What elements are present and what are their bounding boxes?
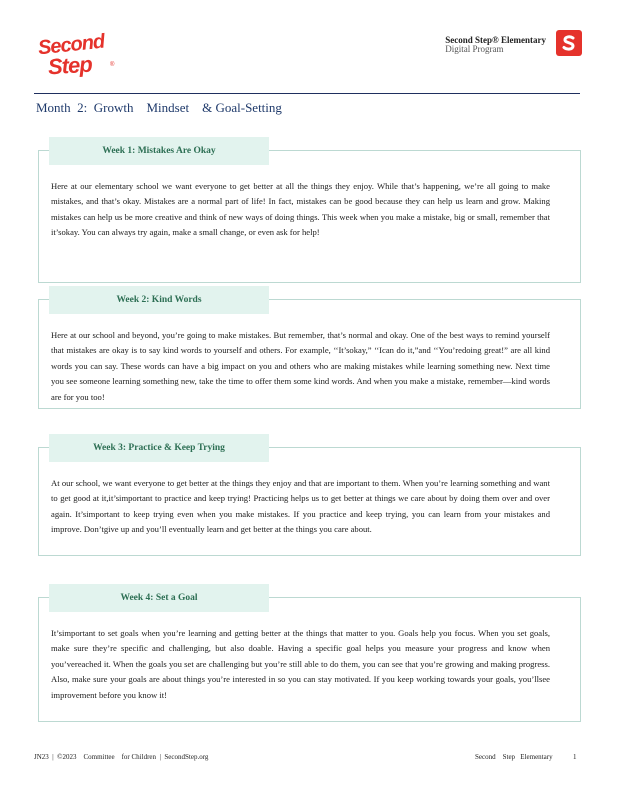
- brand-line2: Digital Program: [445, 44, 504, 54]
- section-week-1: [38, 146, 581, 283]
- logo-line2: Step: [47, 51, 93, 80]
- section-body: Here at our school and beyond, you’re going to make mistakes. But remember, that’s normal and okay. One of the best ways to remind yourself that mistakes are okay is to say kind words to yourself and others. For example, ‘‘It’sokay,” ‘‘Ican do it,”and ‘‘You’redoing great!” are all kind words you can say. These words can have a big impact on you and others who are making mistakes while learning something new. Next time you see someone learning something new, take the time to offer them some kind words. And when you make a mistake, remember—kind words are for you too!: [51, 330, 550, 402]
- page-title: Month 2: Growth Mindset & Goal-Setting: [36, 100, 282, 115]
- header-divider: [34, 93, 580, 94]
- section-body: It’simportant to set goals when you’re learning and getting better at the things that matter to you. Goals help you focus. When you set goals, make sure they’re specific and challenging, but also doable. Having a specific goal helps you measure your progress and know when you’vereached it. When the goals you set are challenging but you’re still able to do them, you can see that you’re growing and making progress. Also, make sure your goals are about things you’re interested in so you can stay motivated. If you keep working towards your goals, you’llsee improvement before you know it!: [51, 628, 550, 700]
- section-week-2: [38, 295, 581, 409]
- footer-copyright: JN23 | ©2023 Committee for Children | SecondStep.org: [34, 753, 209, 761]
- brand-header: [445, 35, 546, 54]
- page-number: 1: [573, 753, 577, 761]
- section-week-3: [38, 443, 581, 556]
- brand-mark-icon: [556, 30, 582, 56]
- second-step-logo: [34, 30, 116, 82]
- section-body: Here at our elementary school we want everyone to get better at all the things they enjoy. While that’s happening, we’re all going to make mistakes, and that’s okay. Mistakes are a normal part of life! In fact, mistakes can be good because they can help us learn and grow. Making mistakes can help us be more creative and think of new ways of doing things. This week when you make a mistake, big or small, remember that it’sokay. You can always try again, make a small change, or even ask for help!: [51, 181, 550, 238]
- section-title: Week 1: Mistakes Are Okay: [49, 137, 269, 165]
- logo-line1: Second: [36, 30, 106, 60]
- section-week-4: [38, 593, 581, 722]
- footer-program: Second Step Elementary: [475, 753, 553, 761]
- s-logo-icon: [560, 34, 578, 52]
- brand-line1: Second Step® Elementary: [445, 35, 546, 45]
- section-title: Week 2: Kind Words: [49, 286, 269, 314]
- logo-trademark: ®: [110, 62, 115, 68]
- section-body: At our school, we want everyone to get better at the things they enjoy and that are important to them. When you’re learning something and want to get good at it,it’simportant to practice and keep trying! Practicing helps us to get better at things we care about by doing them over and over again. It’simportant to keep trying even when you make mistakes. If you practice and keep trying, you can learn from your mistakes and improve. Don’tgive up and you’ll eventually learn and get better at the things you care about.: [51, 478, 550, 535]
- section-title: Week 4: Set a Goal: [49, 584, 269, 612]
- section-title: Week 3: Practice & Keep Trying: [49, 434, 269, 462]
